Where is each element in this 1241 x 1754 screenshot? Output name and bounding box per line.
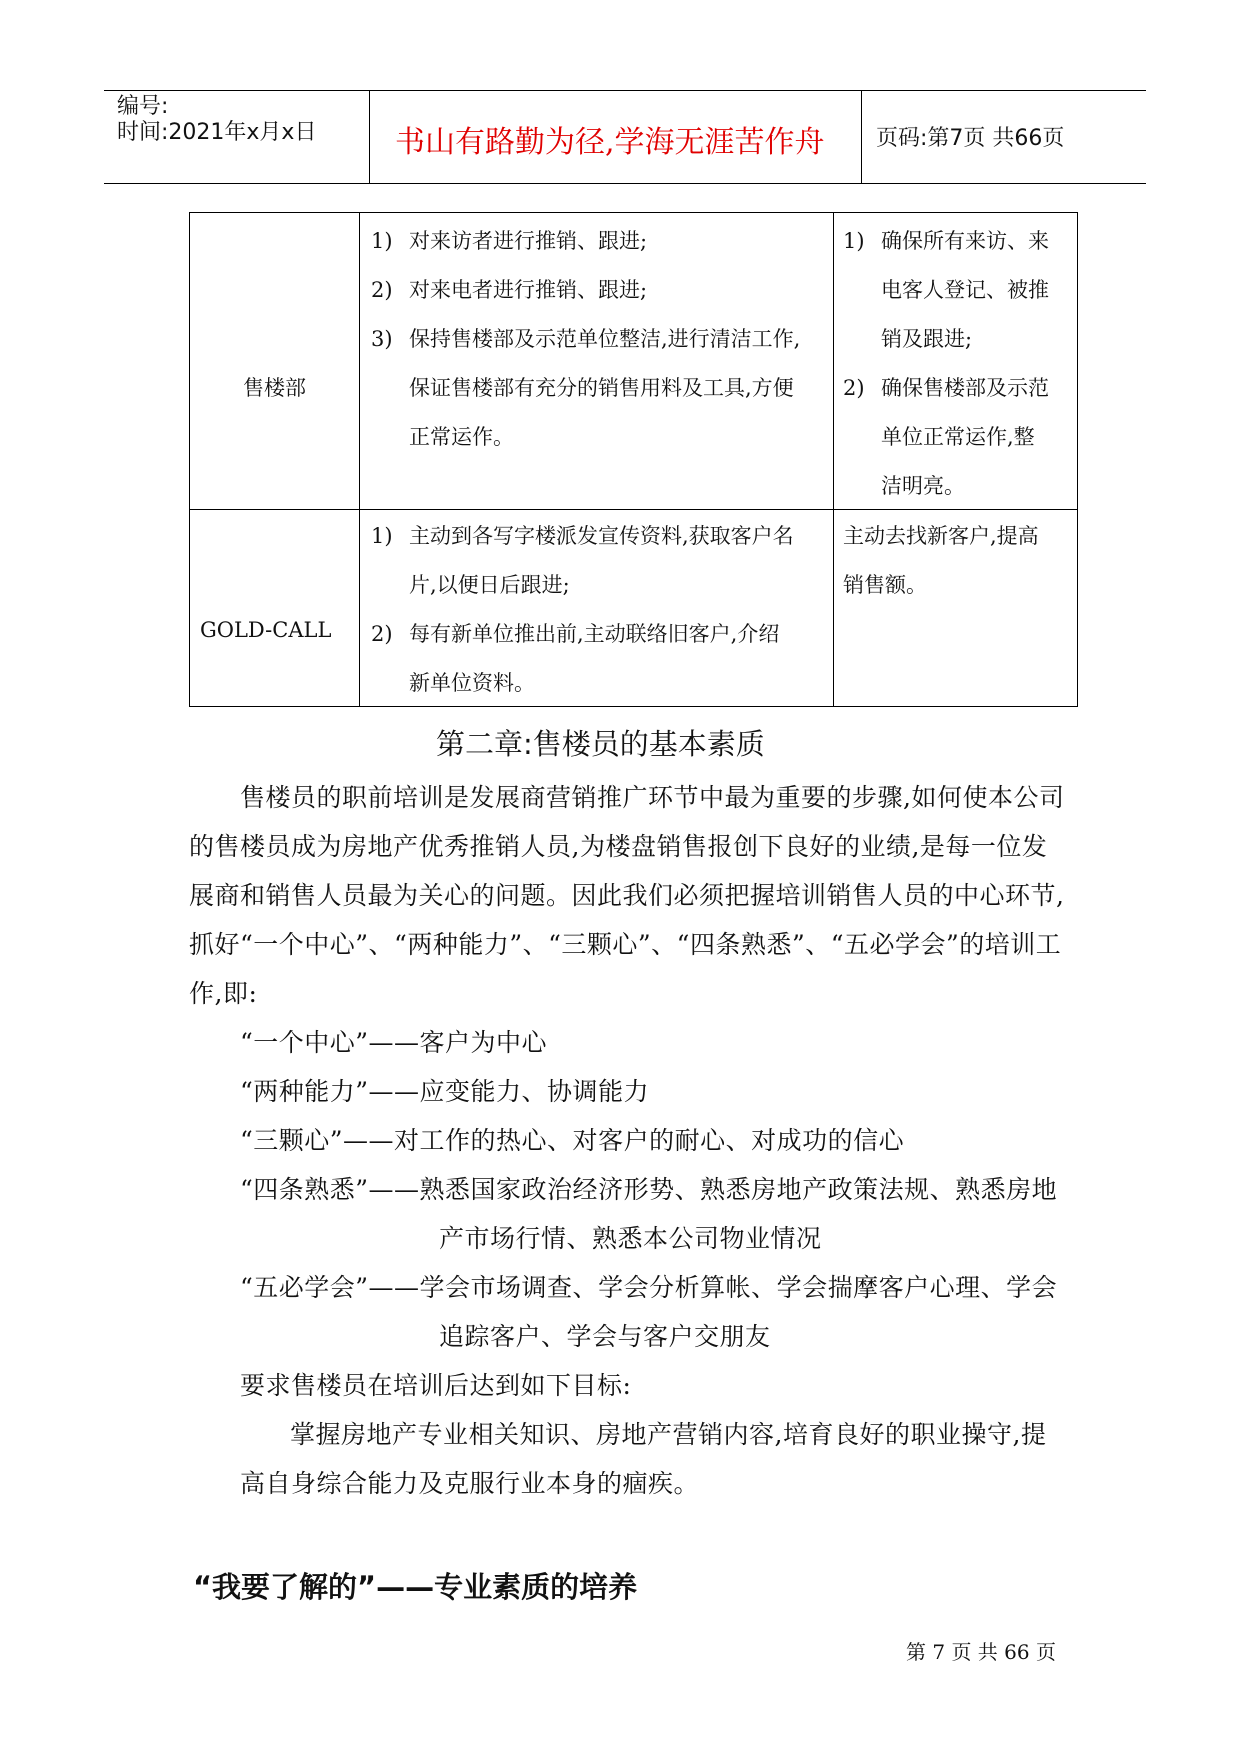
serial-label: 编号:: [117, 94, 169, 119]
table-duty-line: 2) 对来电者进行推销、跟进;: [371, 278, 648, 302]
list-item-continuation: 产市场行情、熟悉本公司物业情况: [439, 1224, 822, 1253]
table-goal-line: 销及跟进;: [881, 327, 973, 351]
table-col-divider-1: [359, 212, 360, 707]
paragraph-line: 抓好“一个中心”、“两种能力”、“三颗心”、“四条熟悉”、“五必学会”的培训工: [189, 930, 1062, 959]
list-item: “四条熟悉”——熟悉国家政治经济形势、熟悉房地产政策法规、熟悉房地: [240, 1175, 1058, 1204]
goal-line: 高自身综合能力及克服行业本身的痼疾。: [240, 1469, 700, 1498]
table-right-border: [1077, 212, 1078, 707]
paragraph-line: 作,即:: [189, 979, 258, 1008]
table-duty-line: 保证售楼部有充分的销售用料及工具,方便: [409, 376, 794, 400]
table-goal-line: 主动去找新客户,提高: [843, 524, 1039, 548]
motto: 书山有路勤为径,学海无涯苦作舟: [395, 125, 825, 160]
header-divider-left: [369, 90, 370, 184]
table-bottom-border: [189, 706, 1078, 707]
table-mid-border: [189, 509, 1078, 510]
table-duty-line: 新单位资料。: [409, 671, 535, 695]
paragraph-line: 售楼员的职前培训是发展商营销推广环节中最为重要的步骤,如何使本公司: [240, 783, 1065, 812]
table-duty-line: 1) 主动到各写字楼派发宣传资料,获取客户名: [371, 524, 794, 548]
table-goal-line: 单位正常运作,整: [881, 425, 1035, 449]
table-goal-line: 1) 确保所有来访、来: [843, 229, 1049, 253]
paragraph-line: 展商和销售人员最为关心的问题。因此我们必须把握培训销售人员的中心环节,: [189, 881, 1065, 910]
chapter-title: 第二章:售楼员的基本素质: [436, 727, 765, 761]
table-duty-line: 片,以便日后跟进;: [409, 573, 570, 597]
table-goal-line: 电客人登记、被推: [881, 278, 1049, 302]
list-item: “五必学会”——学会市场调查、学会分析算帐、学会揣摩客户心理、学会: [240, 1273, 1058, 1302]
table-top-border: [189, 212, 1078, 213]
table-duty-line: 2) 每有新单位推出前,主动联络旧客户,介绍: [371, 622, 780, 646]
header-divider-right: [861, 90, 862, 184]
header-top-rule: [104, 90, 1146, 91]
page-footer: 第 7 页 共 66 页: [906, 1640, 1056, 1664]
header-bottom-rule: [104, 183, 1146, 184]
section-title: “我要了解的”——专业素质的培养: [193, 1570, 638, 1604]
table-duty-line: 3) 保持售楼部及示范单位整洁,进行清洁工作,: [371, 327, 801, 351]
table-duty-line: 1) 对来访者进行推销、跟进;: [371, 229, 648, 253]
table-duty-line: 正常运作。: [409, 425, 514, 449]
goal-line: 掌握房地产专业相关知识、房地产营销内容,培育良好的职业操守,提: [290, 1420, 1047, 1449]
goal-intro: 要求售楼员在培训后达到如下目标:: [240, 1371, 632, 1400]
table-goal-line: 2) 确保售楼部及示范: [843, 376, 1049, 400]
paragraph-line: 的售楼员成为房地产优秀推销人员,为楼盘销售报创下良好的业绩,是每一位发: [189, 832, 1048, 861]
list-item: “三颗心”——对工作的热心、对客户的耐心、对成功的信心: [240, 1126, 905, 1155]
page-info: 页码:第7页 共66页: [876, 126, 1065, 151]
list-item-continuation: 追踪客户、学会与客户交朋友: [439, 1322, 771, 1351]
table-left-border: [189, 212, 190, 707]
table-goal-line: 洁明亮。: [881, 474, 965, 498]
list-item: “一个中心”——客户为中心: [240, 1028, 548, 1057]
list-item: “两种能力”——应变能力、协调能力: [240, 1077, 650, 1106]
time-label: 时间:2021年x月x日: [117, 120, 317, 145]
table-col-divider-2: [833, 212, 834, 707]
table-dept-cell: 售楼部: [243, 376, 306, 400]
table-dept-cell: GOLD-CALL: [200, 618, 332, 642]
table-goal-line: 销售额。: [843, 573, 927, 597]
